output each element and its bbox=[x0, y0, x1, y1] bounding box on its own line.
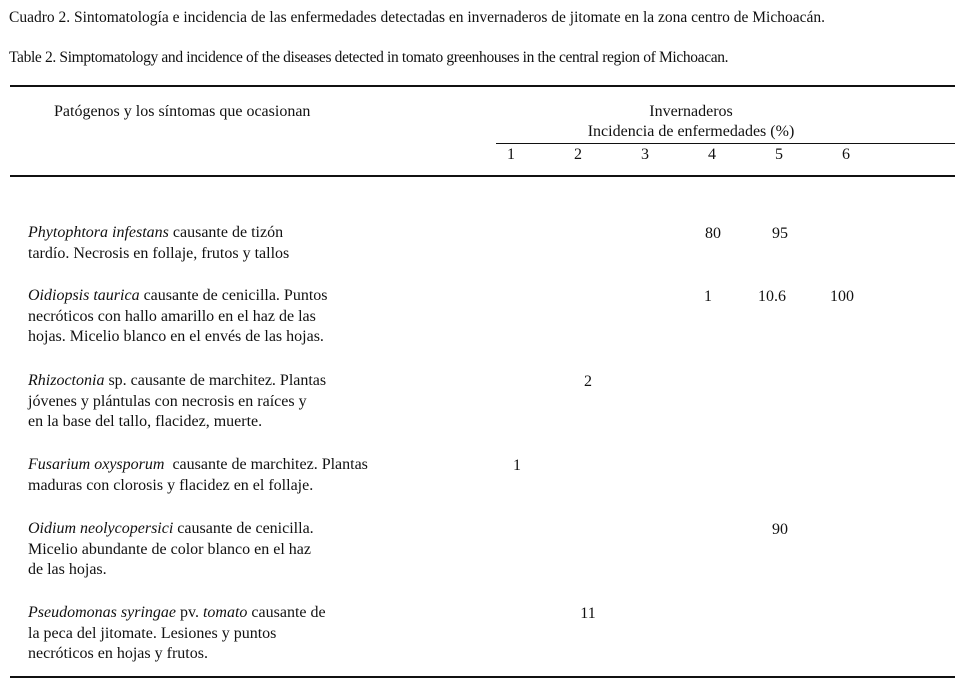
header-bottom-rule bbox=[10, 175, 955, 177]
incidence-value: 1 bbox=[513, 457, 521, 474]
greenhouse-col-5: 5 bbox=[775, 146, 783, 163]
incidence-value: 90 bbox=[772, 521, 788, 538]
table-caption-english: Table 2. Simptomatology and incidence of the diseases detected in tomato greenhouses in the central region of Michoacan. bbox=[9, 49, 729, 66]
pathogen-column-header: Patógenos y los síntomas que ocasionan bbox=[54, 103, 311, 120]
greenhouse-col-2: 2 bbox=[574, 146, 582, 163]
table-row-desc-line: de las hojas. bbox=[28, 561, 107, 578]
table-row-desc-line: necróticos con hallo amarillo en el haz de las bbox=[28, 307, 316, 325]
pathovar-name: tomato bbox=[202, 604, 248, 621]
incidence-value: 2 bbox=[584, 373, 592, 390]
table-row-desc-line: Micelio abundante de color blanco en el haz bbox=[28, 540, 311, 558]
table-caption-spanish: Cuadro 2. Sintomatología e incidencia de las enfermedades detectadas en invernaderos de jitomate en la zona centro de Michoacán. bbox=[9, 9, 826, 26]
pathogen-name: Fusarium oxysporum bbox=[28, 456, 165, 473]
table-row-desc: Fusarium oxysporum causante de marchitez. Plantas bbox=[28, 456, 368, 473]
table-row-desc-line: hojas. Micelio blanco en el envés de las hojas. bbox=[28, 328, 324, 345]
table-row-desc: Phytophtora infestans causante de tizón bbox=[28, 224, 284, 241]
table-row-desc: Rhizoctonia sp. causante de marchitez. Plantas bbox=[28, 372, 327, 389]
pathogen-name: Oidium neolycopersici bbox=[28, 520, 174, 537]
incidence-value: 100 bbox=[830, 288, 854, 305]
greenhouses-group-header: Invernaderos bbox=[649, 103, 733, 120]
pathogen-name: Rhizoctonia bbox=[28, 372, 105, 389]
incidence-value: 95 bbox=[772, 225, 788, 242]
table-bottom-rule bbox=[10, 676, 955, 678]
greenhouse-col-3: 3 bbox=[641, 146, 649, 163]
group-header-rule bbox=[496, 143, 955, 144]
greenhouse-col-4: 4 bbox=[708, 146, 716, 163]
table-row-desc-line: jóvenes y plántulas con necrosis en raíces y bbox=[28, 392, 307, 410]
pathogen-name: Phytophtora infestans bbox=[28, 224, 169, 241]
table-row-desc-line: en la base del tallo, flacidez, muerte. bbox=[28, 413, 263, 430]
pathogen-name: Oidiopsis taurica bbox=[28, 287, 140, 304]
incidence-value: 1 bbox=[704, 288, 712, 305]
table-top-rule bbox=[10, 85, 955, 87]
table-row-desc-line: tardío. Necrosis en follaje, frutos y tallos bbox=[28, 244, 290, 262]
greenhouse-col-1: 1 bbox=[507, 146, 515, 163]
incidence-subheader: Incidencia de enfermedades (%) bbox=[587, 123, 795, 140]
table-row-desc: Oidium neolycopersici causante de cenicilla. bbox=[28, 520, 314, 537]
pathogen-name: Pseudomonas syringae bbox=[28, 604, 176, 621]
incidence-value: 80 bbox=[705, 225, 721, 242]
incidence-value: 10.6 bbox=[758, 288, 786, 305]
table-row-desc: Oidiopsis taurica causante de cenicilla. Puntos bbox=[28, 287, 328, 304]
incidence-value: 11 bbox=[580, 605, 596, 622]
table-row-desc-line: maduras con clorosis y flacidez en el follaje. bbox=[28, 476, 314, 494]
table-row-desc-line: la peca del jitomate. Lesiones y puntos bbox=[28, 624, 277, 642]
greenhouse-col-6: 6 bbox=[842, 146, 850, 163]
table-row-desc: Pseudomonas syringae pv. tomato causante de bbox=[28, 604, 326, 621]
table-row-desc-line: necróticos en hojas y frutos. bbox=[28, 645, 208, 662]
